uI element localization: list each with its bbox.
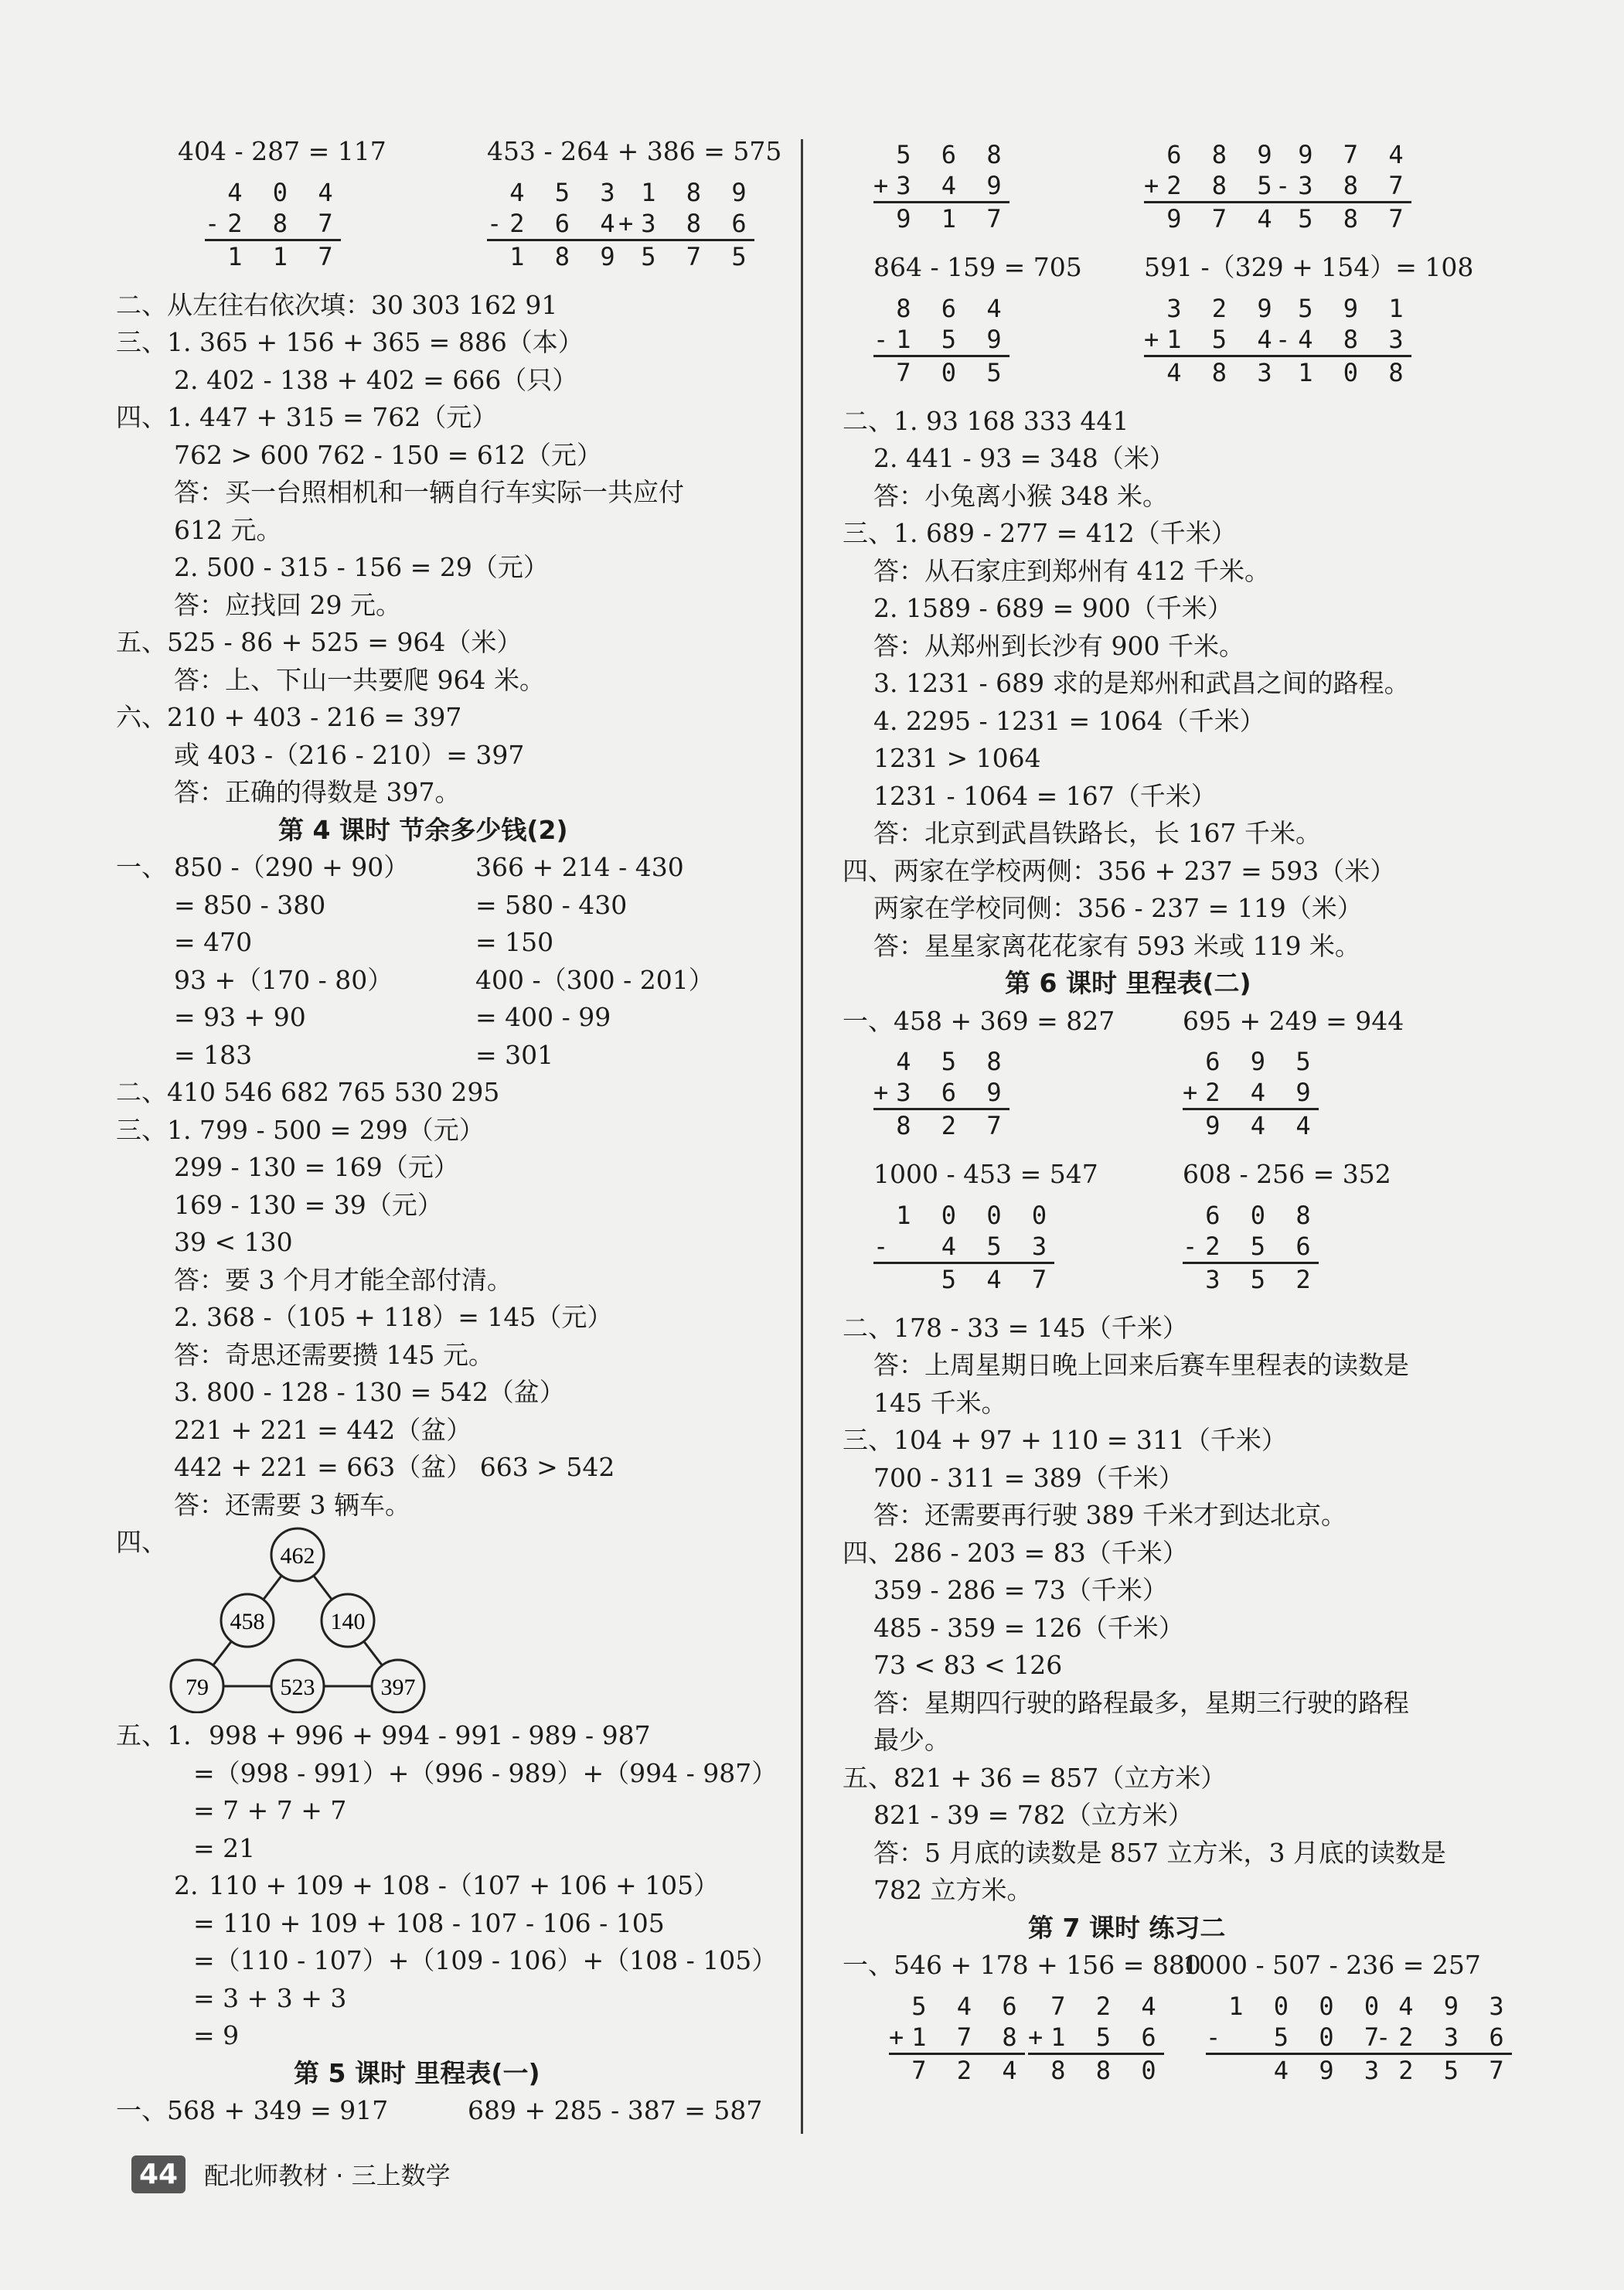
answer-line bbox=[116, 1074, 835, 1112]
answer-line bbox=[116, 1187, 835, 1225]
answer-line bbox=[116, 437, 835, 475]
answer-text: 一、546 + 178 + 156 = 880 bbox=[843, 1950, 1201, 1980]
answer-line bbox=[116, 624, 835, 662]
vertical-calculation bbox=[1028, 1991, 1164, 2086]
calc-operand: +1 5 6 bbox=[1028, 2022, 1164, 2052]
vertical-calculation bbox=[889, 1991, 1025, 2086]
answer-text: 850 -（290 + 90） bbox=[174, 852, 410, 882]
answer-text: 2. 500 - 315 - 156 = 29（元） bbox=[174, 552, 549, 582]
answer-text: = 21 bbox=[193, 1832, 256, 1863]
calc-result: 1 8 9 bbox=[487, 239, 623, 272]
answer-text: 485 - 359 = 126（千米） bbox=[873, 1612, 1184, 1643]
answer-text: 一、458 + 369 = 827 bbox=[843, 1005, 1115, 1036]
answer-text: = 110 + 109 + 108 - 107 - 106 - 105 bbox=[193, 1907, 665, 1938]
answer-line bbox=[116, 1262, 835, 1300]
answer-line bbox=[843, 553, 1561, 591]
answer-text: 695 + 249 = 944 bbox=[1183, 1005, 1404, 1036]
vertical-calculation bbox=[873, 139, 1009, 234]
answer-line bbox=[843, 515, 1561, 553]
calc-result: 2 5 7 bbox=[1376, 2053, 1512, 2086]
answer-line bbox=[116, 1867, 835, 1905]
answer-text: 三、1. 799 - 500 = 299（元） bbox=[116, 1114, 485, 1145]
answer-text: 110 + 109 + 108 -（107 + 106 + 105） bbox=[209, 1870, 720, 1900]
answer-text: 答：5 月底的读数是 857 立方米，3 月底的读数是 bbox=[873, 1837, 1446, 1868]
vertical-calculation bbox=[205, 177, 341, 272]
answer-text: 689 + 285 - 387 = 587 bbox=[468, 2095, 763, 2125]
answer-text: 1231 > 1064 bbox=[873, 743, 1041, 773]
answer-text: 第 6 课时 里程表(二) bbox=[1005, 968, 1251, 998]
answer-line bbox=[116, 962, 835, 1000]
answer-text: 2. bbox=[174, 1870, 199, 1900]
calc-operand: 7 2 4 bbox=[1050, 1991, 1164, 2021]
calc-operand: 5 9 1 bbox=[1298, 293, 1411, 323]
answer-line bbox=[116, 399, 835, 437]
answer-text: 五、525 - 86 + 525 = 964（米） bbox=[116, 627, 523, 657]
answer-text: 六、210 + 403 - 216 = 397 bbox=[116, 702, 462, 732]
answer-text: 782 立方米。 bbox=[873, 1875, 1033, 1905]
answer-text: 答：买一台照相机和一辆自行车实际一共应付 bbox=[174, 477, 684, 507]
answer-text: 93 +（170 - 80） bbox=[174, 964, 393, 995]
vertical-calculation bbox=[873, 1200, 1054, 1295]
answer-text: = 150 bbox=[475, 927, 554, 957]
answer-line bbox=[116, 1112, 835, 1150]
answer-line bbox=[843, 1460, 1561, 1498]
answer-text: 二、从左往右依次填：30 303 162 91 bbox=[116, 289, 558, 320]
answer-line bbox=[116, 1449, 835, 1487]
calc-operand: -2 8 7 bbox=[205, 208, 341, 238]
answer-text: 591 -（329 + 154）= 108 bbox=[1144, 252, 1474, 282]
node-value: 462 bbox=[280, 1543, 315, 1569]
calc-operand: +3 6 9 bbox=[873, 1078, 1009, 1107]
triangle-node-botL bbox=[171, 1660, 223, 1712]
answer-text: 或 403 -（216 - 210）= 397 bbox=[174, 739, 525, 770]
answer-text: 359 - 286 = 73（千米） bbox=[873, 1575, 1168, 1605]
vertical-calculations bbox=[843, 1194, 1561, 1310]
answer-line bbox=[843, 1497, 1561, 1535]
answer-line bbox=[843, 853, 1561, 891]
answer-line bbox=[843, 1347, 1561, 1385]
answer-text: 453 - 264 + 386 = 575 bbox=[487, 136, 782, 166]
answer-line bbox=[843, 628, 1561, 666]
answer-line bbox=[116, 1374, 835, 1412]
vertical-calculation bbox=[1183, 1200, 1319, 1295]
answer-line bbox=[843, 1760, 1561, 1798]
answer-line bbox=[116, 474, 835, 512]
answer-line bbox=[116, 1942, 835, 1980]
vertical-calculation bbox=[873, 1046, 1009, 1141]
calc-result: 5 4 7 bbox=[873, 1262, 1054, 1295]
answer-text: 一、 bbox=[116, 852, 167, 882]
calc-operand: - 5 0 7 bbox=[1206, 2022, 1387, 2052]
answer-text: 五、1. bbox=[116, 1720, 192, 1750]
answer-text: 3. 800 - 128 - 130 = 542（盆） bbox=[174, 1377, 565, 1407]
answer-text: 第 5 课时 里程表(一) bbox=[294, 2057, 540, 2088]
answer-text: 第 7 课时 练习二 bbox=[1028, 1912, 1226, 1943]
vertical-calculations bbox=[843, 133, 1561, 249]
answer-text: 答：正确的得数是 397。 bbox=[174, 777, 461, 807]
answer-text: 答：星星家离花花家有 593 米或 119 米。 bbox=[873, 930, 1360, 961]
calc-operand: 8 6 4 bbox=[896, 293, 1009, 323]
answer-line bbox=[116, 587, 835, 625]
answer-line bbox=[116, 2017, 835, 2055]
calc-result: 9 1 7 bbox=[873, 201, 1009, 234]
vertical-calculation bbox=[487, 177, 623, 272]
answer-line bbox=[116, 324, 835, 362]
calc-operand: -3 8 7 bbox=[1275, 171, 1411, 200]
answer-line bbox=[116, 287, 835, 325]
answer-text: 2. 441 - 93 = 348（米） bbox=[873, 443, 1175, 473]
answer-text: 两家在学校同侧：356 - 237 = 119（米） bbox=[873, 893, 1363, 923]
answer-line bbox=[843, 928, 1561, 966]
question-label: 四、 bbox=[116, 1527, 167, 1557]
answer-line bbox=[843, 1835, 1561, 1873]
answer-line bbox=[116, 1755, 835, 1793]
page-footer bbox=[131, 2151, 451, 2197]
answer-line bbox=[843, 778, 1561, 816]
calc-result: 4 8 3 bbox=[1144, 355, 1280, 388]
calc-result: 9 4 4 bbox=[1183, 1108, 1319, 1141]
answer-line bbox=[843, 1385, 1561, 1423]
calc-result: 7 2 4 bbox=[889, 2053, 1025, 2086]
answer-line bbox=[116, 1905, 835, 1943]
answer-text: = 400 - 99 bbox=[475, 1002, 611, 1032]
answer-text: 答：小兔离小猴 348 米。 bbox=[873, 480, 1168, 511]
answer-text: 612 元。 bbox=[174, 514, 282, 545]
vertical-calculation bbox=[1275, 139, 1411, 234]
column-divider bbox=[801, 139, 803, 2134]
answer-text: = 3 + 3 + 3 bbox=[193, 1982, 347, 2013]
answer-text: 73 < 83 < 126 bbox=[873, 1650, 1063, 1680]
answer-line bbox=[116, 849, 835, 887]
answer-text: 四、两家在学校两侧：356 + 237 = 593（米） bbox=[843, 855, 1396, 886]
answer-text: = 183 bbox=[174, 1039, 253, 1070]
answer-line bbox=[116, 924, 835, 962]
calc-operand: 6 0 8 bbox=[1205, 1200, 1319, 1230]
answer-line bbox=[116, 1830, 835, 1868]
answer-line bbox=[116, 662, 835, 700]
answer-text: 366 + 214 - 430 bbox=[475, 852, 684, 882]
node-value: 79 bbox=[186, 1675, 209, 1700]
vertical-calculation bbox=[1144, 139, 1280, 234]
answer-text: 答：奇思还需要攒 145 元。 bbox=[174, 1339, 494, 1370]
vertical-calculations bbox=[843, 1040, 1561, 1156]
answer-text: 821 - 39 = 782（立方米） bbox=[873, 1800, 1193, 1830]
answer-text: 700 - 311 = 389（千米） bbox=[873, 1462, 1184, 1493]
answer-line bbox=[116, 362, 835, 400]
calc-operand: -4 8 3 bbox=[1275, 324, 1411, 354]
calc-operand: 9 7 4 bbox=[1298, 140, 1411, 169]
answer-text: = 93 + 90 bbox=[174, 1002, 306, 1032]
answer-line bbox=[116, 737, 835, 775]
answer-line bbox=[843, 249, 1561, 287]
answer-text: 三、1. 689 - 277 = 412（千米） bbox=[843, 518, 1237, 548]
answer-text: = 9 bbox=[193, 2020, 240, 2050]
answer-text: 最少。 bbox=[873, 1725, 950, 1755]
calc-operand: +1 5 4 bbox=[1144, 324, 1280, 354]
answer-line bbox=[116, 1412, 835, 1450]
answer-line bbox=[843, 1003, 1561, 1041]
triangle-diagram bbox=[162, 1524, 472, 1713]
answer-text: 答：上、下山一共要爬 964 米。 bbox=[174, 664, 545, 695]
answer-text: 第 4 课时 节余多少钱(2) bbox=[278, 814, 568, 845]
number-triangle bbox=[116, 1524, 835, 1717]
calc-operand: 5 6 8 bbox=[896, 140, 1009, 169]
calc-result: 1 0 8 bbox=[1275, 355, 1411, 388]
answer-line bbox=[843, 703, 1561, 741]
vertical-calculations bbox=[116, 171, 835, 287]
calc-operand: 1 0 0 0 bbox=[1228, 1991, 1387, 2021]
answer-line bbox=[843, 1310, 1561, 1348]
node-value: 523 bbox=[280, 1675, 315, 1700]
calc-operand: -2 6 4 bbox=[487, 208, 623, 238]
answer-line bbox=[116, 887, 835, 925]
answer-text: 答：从郑州到长沙有 900 千米。 bbox=[873, 630, 1244, 661]
node-value: 397 bbox=[380, 1675, 416, 1700]
vertical-calculation bbox=[618, 177, 754, 272]
answer-line bbox=[843, 440, 1561, 478]
vertical-calculation bbox=[1144, 293, 1280, 388]
answer-text: 三、1. 365 + 156 + 365 = 886（本） bbox=[116, 327, 584, 357]
answer-text: = 7 + 7 + 7 bbox=[193, 1795, 347, 1825]
answer-text: 400 -（300 - 201） bbox=[475, 964, 714, 995]
calc-operand: 5 4 6 bbox=[911, 1991, 1025, 2021]
vertical-calculation bbox=[1376, 1991, 1512, 2086]
answer-line bbox=[843, 590, 1561, 628]
calc-operand: 3 2 9 bbox=[1166, 293, 1280, 323]
answer-text: 四、286 - 203 = 83（千米） bbox=[843, 1537, 1188, 1568]
answer-line bbox=[843, 1947, 1561, 1985]
answer-line bbox=[116, 133, 835, 171]
node-value: 458 bbox=[230, 1609, 265, 1634]
answer-text: 答：应找回 29 元。 bbox=[174, 589, 401, 620]
vertical-calculation bbox=[1275, 293, 1411, 388]
triangle-node-top bbox=[271, 1528, 324, 1581]
answer-line bbox=[843, 1685, 1561, 1723]
answer-line bbox=[843, 1872, 1561, 1910]
calc-result: 4 9 3 bbox=[1206, 2053, 1387, 2086]
vertical-calculation bbox=[1206, 1991, 1387, 2086]
answer-text: 答：从石家庄到郑州有 412 千米。 bbox=[873, 555, 1270, 586]
section-heading bbox=[116, 2055, 835, 2093]
answer-text: 五、821 + 36 = 857（立方米） bbox=[843, 1762, 1227, 1793]
answer-text: = 580 - 430 bbox=[475, 889, 628, 920]
triangle-node-botR bbox=[372, 1660, 424, 1712]
answer-line bbox=[843, 740, 1561, 778]
answer-text: 一、568 + 349 = 917 bbox=[116, 2095, 389, 2125]
answer-text: 762 > 600 762 - 150 = 612（元） bbox=[174, 439, 602, 470]
answer-text: 答：北京到武昌铁路长，长 167 千米。 bbox=[873, 818, 1321, 848]
answer-line bbox=[843, 815, 1561, 853]
calc-operand: +3 4 9 bbox=[873, 171, 1009, 200]
answer-text: 二、178 - 33 = 145（千米） bbox=[843, 1312, 1188, 1343]
calc-operand: 1 0 0 0 bbox=[896, 1200, 1055, 1230]
calc-result: 3 5 2 bbox=[1183, 1262, 1319, 1295]
answer-line bbox=[116, 699, 835, 737]
answer-text: 998 + 996 + 994 - 991 - 989 - 987 bbox=[209, 1720, 651, 1750]
answer-text: 1000 - 507 - 236 = 257 bbox=[1183, 1950, 1481, 1980]
answer-text: 答：上周星期日晚上回来后赛车里程表的读数是 bbox=[873, 1350, 1409, 1380]
answer-text: 1000 - 453 = 547 bbox=[873, 1159, 1098, 1189]
answer-line bbox=[843, 1156, 1561, 1194]
answer-text: =（110 - 107）+（109 - 106）+（108 - 105） bbox=[193, 1945, 778, 1975]
vertical-calculations bbox=[843, 1985, 1561, 2101]
answer-text: 299 - 130 = 169（元） bbox=[174, 1152, 459, 1182]
section-heading bbox=[843, 1910, 1561, 1948]
answer-text: 四、1. 447 + 315 = 762（元） bbox=[116, 402, 498, 432]
calc-result: 5 7 5 bbox=[618, 239, 754, 272]
answer-line bbox=[843, 1647, 1561, 1685]
page-number: 44 bbox=[131, 2155, 186, 2193]
calc-operand: -2 3 6 bbox=[1376, 2022, 1512, 2052]
calc-operand: +1 7 8 bbox=[889, 2022, 1025, 2052]
calc-result: 9 7 4 bbox=[1144, 201, 1280, 234]
left-column bbox=[116, 133, 835, 2130]
section-heading bbox=[843, 965, 1561, 1003]
answer-line bbox=[843, 478, 1561, 516]
calc-result: 8 2 7 bbox=[873, 1108, 1009, 1141]
answer-text: 答：还需要再行驶 389 千米才到达北京。 bbox=[873, 1500, 1347, 1530]
answer-text: =（998 - 991）+（996 - 989）+（994 - 987） bbox=[193, 1757, 778, 1788]
answer-text: 答：还需要 3 辆车。 bbox=[174, 1489, 410, 1520]
answer-text: 2. 368 -（105 + 118）= 145（元） bbox=[174, 1302, 613, 1332]
calc-operand: 6 9 5 bbox=[1205, 1047, 1319, 1076]
triangle-node-botM bbox=[271, 1660, 324, 1712]
answer-line bbox=[843, 1535, 1561, 1573]
answer-line bbox=[843, 1572, 1561, 1610]
vertical-calculations bbox=[843, 287, 1561, 403]
calc-operand: +3 8 6 bbox=[618, 208, 754, 238]
calc-operand: 1 8 9 bbox=[641, 177, 754, 207]
answer-line bbox=[116, 1224, 835, 1262]
answer-text: = 470 bbox=[174, 927, 253, 957]
calc-operand: 4 9 3 bbox=[1398, 1991, 1512, 2021]
answer-line bbox=[116, 1792, 835, 1830]
answer-text: 二、410 546 682 765 530 295 bbox=[116, 1077, 500, 1107]
calc-result: 1 1 7 bbox=[205, 239, 341, 272]
answer-text: 2. 1589 - 689 = 900（千米） bbox=[873, 593, 1233, 623]
answer-line bbox=[116, 1299, 835, 1337]
answer-text: 169 - 130 = 39（元） bbox=[174, 1189, 443, 1220]
answer-text: 1231 - 1064 = 167（千米） bbox=[873, 780, 1217, 811]
calc-operand: -2 5 6 bbox=[1183, 1231, 1319, 1261]
answer-line bbox=[843, 890, 1561, 928]
answer-line bbox=[116, 774, 835, 812]
triangle-node-midL bbox=[221, 1594, 274, 1647]
triangle-node-midR bbox=[322, 1594, 374, 1647]
answer-line bbox=[116, 512, 835, 550]
node-value: 140 bbox=[330, 1609, 366, 1634]
calc-result: 7 0 5 bbox=[873, 355, 1009, 388]
calc-operand: +2 8 5 bbox=[1144, 171, 1280, 200]
answer-line bbox=[116, 1337, 835, 1375]
calc-operand: -1 5 9 bbox=[873, 324, 1009, 354]
answer-line bbox=[843, 1797, 1561, 1835]
calc-operand: - 4 5 3 bbox=[873, 1231, 1055, 1261]
answer-line bbox=[843, 1722, 1561, 1760]
section-heading bbox=[116, 812, 835, 850]
answer-text: 145 千米。 bbox=[873, 1387, 1007, 1418]
answer-text: 答：星期四行驶的路程最多，星期三行驶的路程 bbox=[873, 1687, 1409, 1718]
answer-line bbox=[116, 1980, 835, 2018]
calc-operand: 4 5 8 bbox=[896, 1047, 1009, 1076]
vertical-calculation bbox=[873, 293, 1009, 388]
answer-text: 3. 1231 - 689 求的是郑州和武昌之间的路程。 bbox=[873, 668, 1410, 698]
answer-text: 39 < 130 bbox=[174, 1227, 293, 1257]
answer-text: 404 - 287 = 117 bbox=[178, 136, 386, 166]
answer-text: 608 - 256 = 352 bbox=[1183, 1159, 1391, 1189]
answer-line bbox=[116, 999, 835, 1037]
answer-text: 2. 402 - 138 + 402 = 666（只） bbox=[174, 364, 578, 395]
answer-text: 二、1. 93 168 333 441 bbox=[843, 405, 1129, 436]
answer-text: 442 + 221 = 663（盆） 663 > 542 bbox=[174, 1452, 615, 1482]
answer-line bbox=[843, 1610, 1561, 1648]
vertical-calculation bbox=[1183, 1046, 1319, 1141]
calc-operand: 4 5 3 bbox=[509, 177, 623, 207]
answer-line bbox=[116, 1037, 835, 1075]
book-title: 配北师教材 · 三上数学 bbox=[204, 2161, 451, 2190]
answer-line bbox=[843, 1422, 1561, 1460]
answer-text: 221 + 221 = 442（盆） bbox=[174, 1414, 472, 1445]
answer-line bbox=[116, 1149, 835, 1187]
answer-text: 三、104 + 97 + 110 = 311（千米） bbox=[843, 1425, 1287, 1455]
answer-line bbox=[116, 1487, 835, 1525]
answer-text: = 850 - 380 bbox=[174, 889, 326, 920]
answer-line bbox=[116, 1717, 835, 1755]
calc-result: 5 8 7 bbox=[1275, 201, 1411, 234]
calc-result: 8 8 0 bbox=[1028, 2053, 1164, 2086]
answer-line bbox=[843, 403, 1561, 441]
answer-text: 答：要 3 个月才能全部付清。 bbox=[174, 1264, 512, 1295]
answer-text: 864 - 159 = 705 bbox=[873, 252, 1082, 282]
calc-operand: +2 4 9 bbox=[1183, 1078, 1319, 1107]
answer-line bbox=[116, 2092, 835, 2130]
calc-operand: 6 8 9 bbox=[1166, 140, 1280, 169]
right-column bbox=[843, 133, 1561, 2101]
calc-operand: 4 0 4 bbox=[227, 177, 341, 207]
answer-line bbox=[843, 665, 1561, 703]
answer-line bbox=[116, 549, 835, 587]
answer-text: = 301 bbox=[475, 1039, 554, 1070]
answer-text: 4. 2295 - 1231 = 1064（千米） bbox=[873, 705, 1265, 736]
